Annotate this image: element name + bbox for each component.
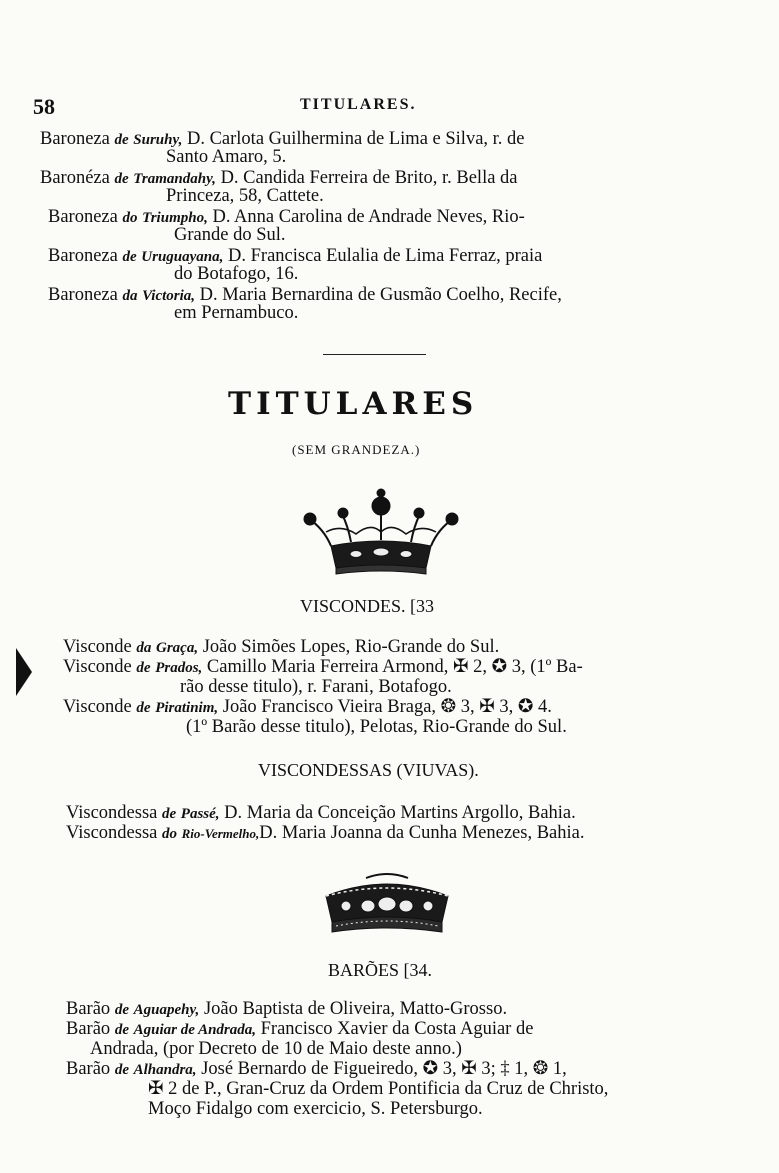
barao-crown-icon — [316, 866, 458, 936]
entry-viscondessa-rio-vermelho: Viscondessa do Rio-Vermelho,D. Maria Joanna da Cunha Menezes, Bahia. — [66, 823, 585, 843]
entry-baroneza-triumpho: Baroneza do Triumpho, D. Anna Carolina de Andrade Neves, Rio- — [48, 207, 525, 227]
entry-visconde-prados: Visconde de Prados, Camillo Maria Ferreira Armond, ✠ 2, ✪ 3, (1º Ba- — [63, 657, 583, 677]
viscondessas-heading: VISCONDESSAS (VIUVAS). — [258, 760, 479, 780]
running-title: TITULARES. — [300, 96, 417, 113]
page-number: 58 — [33, 94, 55, 119]
entry-continuation: Andrada, (por Decreto de 10 de Maio deste anno.) — [90, 1039, 462, 1059]
entry-continuation: ✠ 2 de P., Gran-Cruz da Ordem Pontificia da Cruz de Christo, — [148, 1079, 609, 1099]
entry-continuation: Princeza, 58, Cattete. — [166, 186, 324, 206]
baroes-heading: BARÕES [34. — [328, 960, 433, 980]
visconde-crown-icon — [296, 484, 466, 576]
entry-barao-aguapehy: Barão de Aguapehy, João Baptista de Oliveira, Matto-Grosso. — [66, 999, 508, 1019]
entry-continuation: rão desse titulo), r. Farani, Botafogo. — [180, 677, 452, 697]
entry-baroneza-suruhy: Baroneza de Suruhy, D. Carlota Guilhermina de Lima e Silva, r. de — [40, 129, 525, 149]
entry-visconde-piratinim: Visconde de Piratinim, João Francisco Vieira Braga, ❂ 3, ✠ 3, ✪ 4. — [63, 697, 552, 717]
entry-continuation: (1º Barão desse titulo), Pelotas, Rio-Grande do Sul. — [186, 717, 567, 737]
entry-continuation: Moço Fidalgo com exercicio, S. Petersburgo. — [148, 1099, 483, 1119]
entry-baroneza-victoria: Baroneza da Victoria, D. Maria Bernardina de Gusmão Coelho, Recife, — [48, 285, 562, 305]
divider-rule — [323, 354, 426, 355]
entry-continuation: Santo Amaro, 5. — [166, 147, 287, 167]
entry-viscondessa-passe: Viscondessa de Passé, D. Maria da Conceição Martins Argollo, Bahia. — [66, 803, 576, 823]
entry-visconde-graca: Visconde da Graça, João Simões Lopes, Rio-Grande do Sul. — [63, 637, 500, 657]
section-title: TITULARES — [228, 386, 479, 422]
viscondes-heading: VISCONDES. [33 — [300, 596, 435, 616]
entry-continuation: do Botafogo, 16. — [174, 264, 299, 284]
entry-barao-alhandra: Barão de Alhandra, José Bernardo de Figueiredo, ✪ 3, ✠ 3; ‡ 1, ❂ 1, — [66, 1059, 567, 1079]
entry-continuation: Grande do Sul. — [174, 225, 286, 245]
margin-mark-icon — [6, 636, 36, 706]
entry-continuation: em Pernambuco. — [174, 303, 299, 323]
entry-baroneza-uruguayana: Baroneza de Uruguayana, D. Francisca Eulalia de Lima Ferraz, praia — [48, 246, 543, 266]
entry-barao-aguiar-de-andrada: Barão de Aguiar de Andrada, Francisco Xavier da Costa Aguiar de — [66, 1019, 534, 1039]
entry-baroneza-tramandahy: Baronéza de Tramandahy, D. Candida Ferreira de Brito, r. Bella da — [40, 168, 518, 188]
section-subtitle: (SEM GRANDEZA.) — [292, 442, 421, 457]
